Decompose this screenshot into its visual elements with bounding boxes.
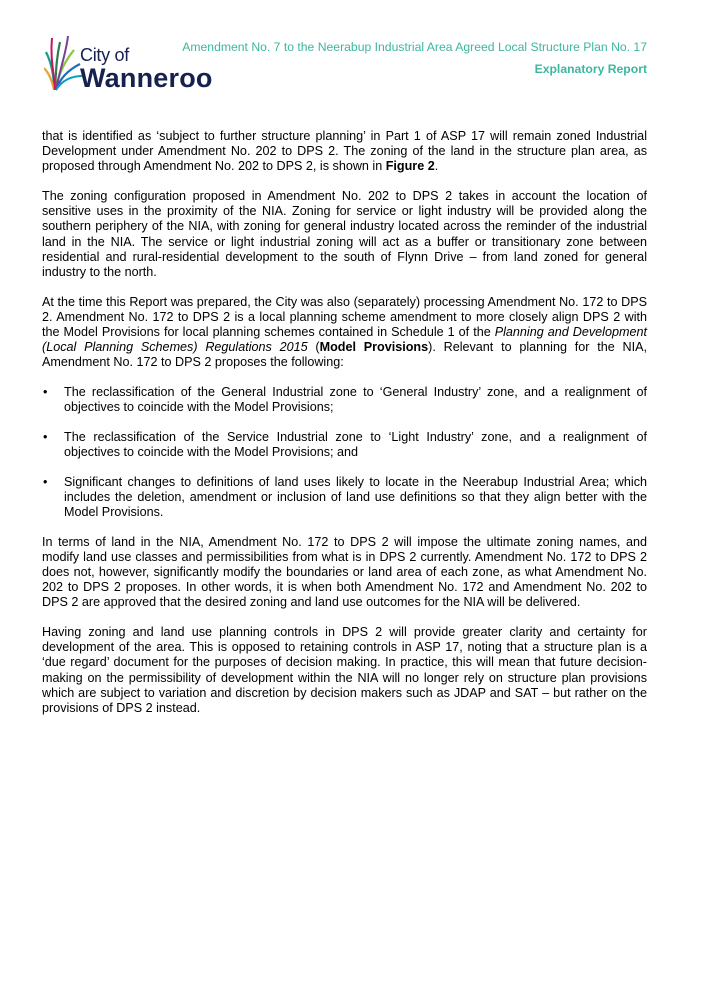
document-header-subtitle: Explanatory Report [534,62,647,76]
bullet-list [42,385,647,520]
figure-2-reference: Figure 2 [385,159,435,174]
list-item: • The reclassification of the Service Industrial zone to ‘Light Industry’ zone, and a realignment of objectives to coincide with the Model Provisions; and [43,429,647,460]
bullet-icon: • [43,429,48,444]
regulations-title: Planning and Development (Local Planning Schemes) Regulations 2015 [42,325,647,355]
list-item: • The reclassification of the General Industrial zone to ‘General Industry’ zone, and a realignment of objectives to coincide with the Model Provisions; [43,385,647,415]
paragraph-5: Having zoning and land use planning controls in DPS 2 will provide greater clarity and certainty for development of the area. This is opposed to retaining controls in ASP 17, noting that a structure plan is a ‘due regard’ document for the purposes of decision making. In practice, this will mean that future decision-making on the permissibility of development within the NIA will no longer rely on structure plan provisions which are subject to variation and discretion by decision makers such as JDAP and SAT – but rather on the provisions of DPS 2 instead. [42,625,647,716]
document-header-title: Amendment No. 7 to the Neerabup Industrial Area Agreed Local Structure Plan No. 17 [182,40,647,54]
list-item: • Significant changes to definitions of land uses likely to locate in the Neerabup Industrial Area; which includes the deletion, amendment or inclusion of land use definitions so that they align better with the Model Provisions. [43,474,647,520]
paragraph-3: At the time this Report was prepared, the City was also (separately) processing Amendment No. 172 to DPS 2. Amendment No. 172 to DPS 2 is a local planning scheme amendment to more closely align DPS 2 with the Model Provisions for local planning schemes contained in Schedule 1 of the Planning and Development (Local Planning Schemes) Regulations 2015 (Model Provisions). Relevant to planning for the NIA, Amendment No. 172 to DPS 2 proposes the following: [42,294,647,370]
bullet-icon: • [43,385,48,400]
logo-plant-icon [44,32,84,94]
paragraph-2: The zoning configuration proposed in Amendment No. 202 to DPS 2 takes in account the location of sensitive uses in the proximity of the NIA. Zoning for service or light industry will be provided along the southern periphery of the NIA, with zoning for general industry located across the reminder of the industrial land in the NIA. The service or light industrial zoning will act as a buffer or transitionary zone between residential and rural-residential development to the south of Flynn Drive – from land zoned for general industry to the north. [42,189,647,280]
paragraph-4: In terms of land in the NIA, Amendment No. 172 to DPS 2 will impose the ultimate zoning names, and modify land use classes and permissibilities from what is in DPS 2 currently. Amendment No. 172 to DPS 2 does not, however, significantly modify the boundaries or land area of each zone, as what Amendment No. 202 to DPS 2 proposes. In other words, it is when both Amendment No. 172 and Amendment No. 202 to DPS 2 are approved that the desired zoning and land use outcomes for the NIA will be delivered. [42,534,647,610]
report-body [42,129,647,731]
logo-city-of: City of [80,45,129,65]
paragraph-1: that is identified as ‘subject to further structure planning’ in Part 1 of ASP 17 will remain zoned Industrial Development under Amendment No. 202 to DPS 2. The zoning of the land in the structure plan area, as proposed through Amendment No. 202 to DPS 2, is shown in Figure 2. [42,129,647,174]
logo-wanneroo: Wanneroo [80,63,213,93]
bullet-icon: • [43,474,48,489]
model-provisions-term: Model Provisions [319,340,429,355]
